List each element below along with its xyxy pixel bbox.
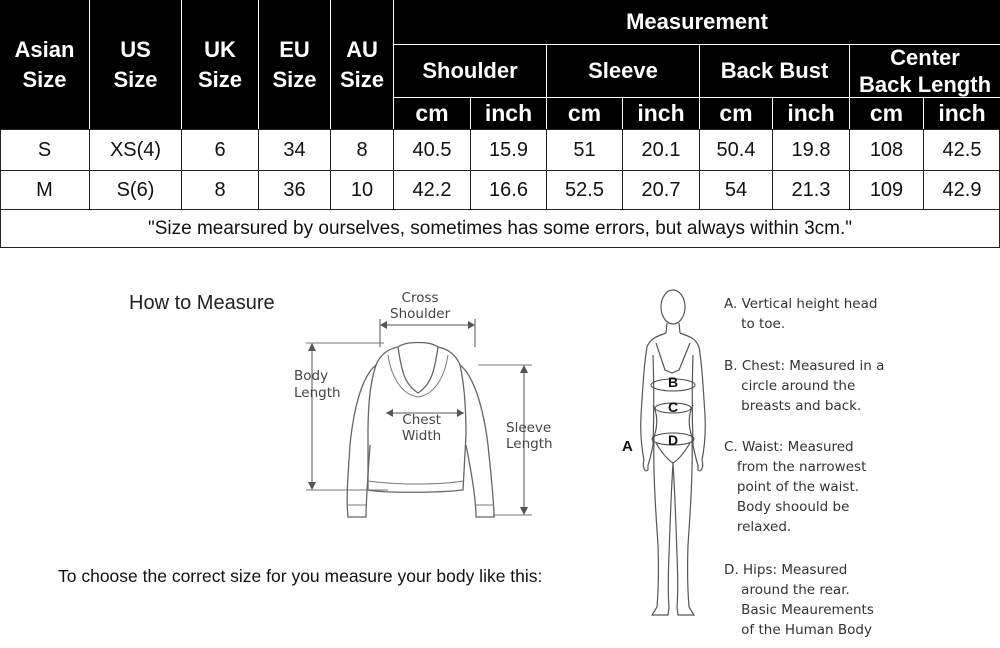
how-to-measure-title: How to Measure [129, 292, 275, 314]
marker-c: C [668, 399, 679, 415]
cell-eu-size: 36 [283, 178, 306, 201]
unit-back-bust-inch: inch [773, 98, 849, 129]
chest-width-label: Chest Width [402, 412, 442, 444]
cell-shoulder-inch: 16.6 [489, 178, 528, 201]
body-figure [620, 285, 715, 625]
cell-back-bust-cm: 54 [724, 178, 748, 201]
header-us-size: US Size [90, 0, 181, 129]
header-back-bust: Back Bust [700, 45, 849, 97]
body-length-label: Body Length [294, 368, 341, 401]
cell-au-size: 10 [350, 178, 374, 201]
header-shoulder: Shoulder [394, 45, 546, 97]
header-measurement: Measurement [394, 0, 1000, 44]
cell-shoulder-cm: 40.5 [412, 138, 452, 161]
unit-center-back-cm: cm [850, 98, 923, 129]
note-c: C. Waist: Measured from the narrowest point of the waist. Body shoould be relaxed. [724, 439, 867, 535]
cell-center-back-inch: 42.9 [942, 178, 982, 201]
cell-sleeve-cm: 51 [573, 138, 596, 161]
header-center-back-length: Center Back Length [850, 45, 1000, 97]
unit-back-bust-cm: cm [700, 98, 772, 129]
cell-asian-size: M [36, 178, 53, 201]
cell-sleeve-inch: 20.1 [641, 138, 681, 161]
cell-us-size: S(6) [116, 178, 155, 201]
header-au-size: AU Size [331, 0, 393, 129]
table-row [0, 171, 1000, 209]
header-eu-size: EU Size [259, 0, 330, 129]
cell-back-bust-inch: 19.8 [791, 138, 831, 161]
header-uk-size: UK Size [182, 0, 258, 129]
cell-us-size: XS(4) [109, 138, 162, 161]
marker-a: A [622, 438, 633, 455]
cell-center-back-cm: 109 [869, 178, 904, 201]
note-b: B. Chest: Measured in a circle around the breasts and back. [724, 358, 885, 414]
sleeve-length-label: Sleeve Length [506, 420, 553, 452]
cell-back-bust-inch: 21.3 [791, 178, 831, 201]
table-row [0, 130, 1000, 170]
cell-uk-size: 6 [214, 138, 226, 161]
cell-asian-size: S [37, 138, 52, 161]
unit-center-back-inch: inch [924, 98, 1000, 129]
unit-sleeve-cm: cm [547, 98, 622, 129]
marker-d: D [668, 432, 679, 448]
cell-shoulder-inch: 15.9 [489, 138, 528, 161]
cell-back-bust-cm: 50.4 [716, 138, 756, 161]
cell-uk-size: 8 [214, 178, 226, 201]
marker-b: B [668, 374, 679, 390]
cross-shoulder-label: Cross Shoulder [390, 290, 451, 322]
cell-shoulder-cm: 42.2 [412, 178, 452, 201]
note-a: A. Vertical height head to toe. [724, 296, 878, 332]
table-note: "Size mearsured by ourselves, sometimes has some errors, but always within 3cm." [147, 217, 853, 239]
cell-center-back-cm: 108 [869, 138, 904, 161]
cell-sleeve-inch: 20.7 [641, 178, 681, 201]
cell-center-back-inch: 42.5 [942, 138, 982, 161]
header-asian-size: Asian Size [0, 0, 89, 129]
cell-sleeve-cm: 52.5 [565, 178, 604, 201]
cell-eu-size: 34 [283, 138, 306, 161]
unit-shoulder-inch: inch [471, 98, 546, 129]
cell-au-size: 8 [356, 138, 368, 161]
unit-sleeve-inch: inch [623, 98, 699, 129]
size-table [0, 0, 1000, 248]
instruction-text: To choose the correct size for you measure your body like this: [58, 566, 543, 586]
unit-shoulder-cm: cm [394, 98, 470, 129]
header-sleeve: Sleeve [547, 45, 699, 97]
note-d: D. Hips: Measured around the rear. Basic Meaurements of the Human Body [724, 562, 874, 638]
